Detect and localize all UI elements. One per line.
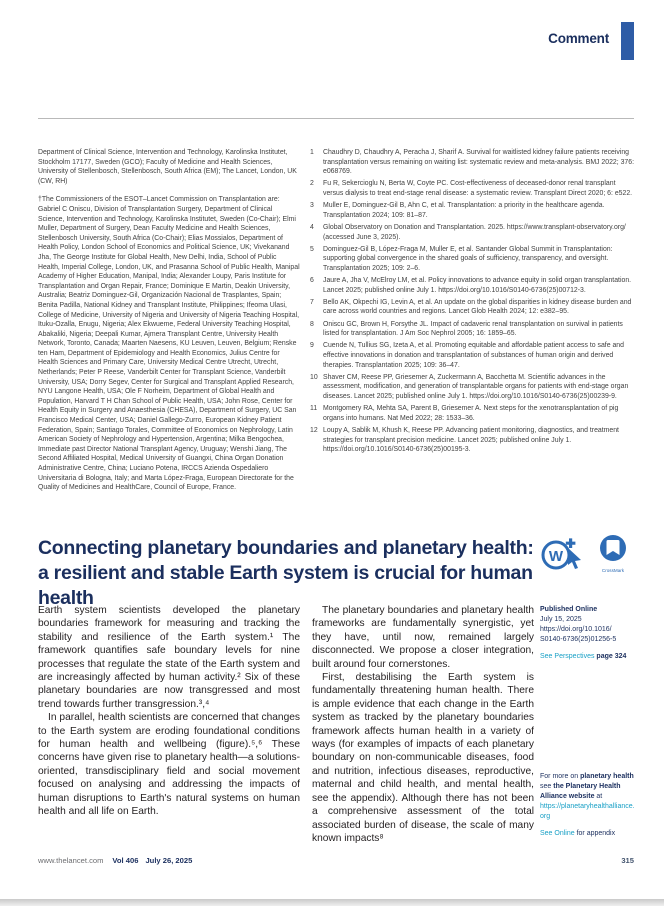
crossmark-icon[interactable] — [591, 534, 635, 573]
see-online-appendix-rest: for appendix — [574, 830, 616, 837]
reference-item — [310, 426, 634, 455]
reference-item — [310, 373, 634, 402]
reference-item — [310, 341, 634, 370]
reference-text: Montgomery RA, Mehta SA, Parent B, Griesemer A. Next steps for the xenotransplantation of pig organs into humans. Nat Med 2022; 28: 1533–36. — [323, 405, 619, 422]
body-paragraph: The planetary boundaries and planetary health frameworks are fundamentally synergistic, yet they have, until now, remained largely disconnected. We propose a closer integration, built around four cornerstones. — [312, 605, 534, 670]
references-list — [310, 148, 634, 457]
article-title — [38, 536, 558, 611]
affiliations-paragraph: Department of Clinical Science, Intervention and Technology, Karolinska Institutet, Stockholm 17177, Sweden (GCO); Faculty of Medicine and Health Sciences, University of Stellenbosch, Stellenbosch, South Africa (EM); The Lancet, London, UK (CW, RH) — [38, 149, 297, 185]
reference-text: Jaure A, Jha V, McElroy LM, et al. Policy innovations to advance equity in solid organ transplantation. Lancet 2025; published online July 1. https://doi.org/10.1016/S0140-6736(25)00712-3. — [323, 277, 632, 294]
more-info-prefix: For more on — [540, 773, 581, 780]
published-online-label: Published Online — [540, 606, 598, 613]
see-perspectives-page: page 324 — [594, 653, 627, 660]
reference-text: Dominguez-Gil B, López-Fraga M, Muller E, et al. Santander Global Summit in Transplantation: supporting global convergence in the shared goals of sufficiency, transparency, and oversight. Transplantation 2025; 109: 2–6. — [323, 245, 613, 272]
body-paragraph: First, destabilising the Earth system is fundamentally threatening human health. There is ample evidence that each change in the Earth system as tracked by the planetary boundaries framework affects human health in a variety of ways (for examples of impacts of each planetary boundary on non-communicable diseases, food and nutrition, infectious diseases, reproductive, maternal and child health, and mental health, see the appendix). Although there has not been a comprehensive assessment of the total associated burden of disease, the scale of many known impacts⁸ — [312, 672, 534, 844]
body-column-left — [38, 604, 300, 819]
more-info-mid: see — [540, 783, 554, 790]
header-divider — [38, 118, 634, 119]
section-label: Comment — [548, 31, 609, 46]
reference-item — [310, 245, 634, 274]
corner-accent-block — [621, 22, 634, 60]
reference-item — [310, 148, 634, 177]
title-icons — [541, 534, 636, 576]
article-title-line2: a resilient and stable Earth system is crucial for human health — [38, 562, 533, 609]
reference-item — [310, 223, 634, 242]
page-footer — [38, 856, 634, 865]
reference-text: Cuende N, Tullius SG, Izeta A, et al. Promoting equitable and affordable patient access to safe and effective innovations in donation and transplantation of substances of human origin and derived therapies. Transplantation 2025; 109: 36–47. — [323, 342, 624, 369]
reference-item — [310, 298, 634, 317]
reference-text: Chaudhry D, Chaudhry A, Peracha J, Sharif A. Survival for waitlisted kidney failure patients receiving transplantation versus remaining on waiting list: systematic review and meta-analysis. BMJ 2022; 376: e068769. — [323, 149, 634, 176]
reference-number: 7 — [310, 298, 314, 306]
reference-number: 9 — [310, 342, 314, 350]
reference-item — [310, 320, 634, 339]
reference-number: 6 — [310, 277, 314, 285]
reference-text: Shaver CM, Reese PP, Griesemer A, Zuckermann A, Bacchetta M. Scientific advances in the assessment, modification, and generation of transplantable organs for patients with end-stage organ diseases. Lancet 2025; published online July 1. https://doi.org/10.1016/S0140-6736(25)00239-9. — [323, 373, 629, 400]
commissioners-paragraph: †The Commissioners of the ESOT–Lancet Commission on Transplantation are: Gabriel C Oniscu, Division of Transplantation Surgery, Department of Clinical Science, Intervention and Technology, Karolinska Institutet, Sweden (Co-Chair); Elmi Muller, Department of Surgery, Dean Faculty Medicine and Health Sciences, Stellenbosch University, South Africa (Co-Chair); Elias Mossialos, Department of Health Policy, London School of Economics and Political Science, UK; Vivekanand Jha, The George Institute for Global Health, New Delhi, India, School of Public Health, Imperial College, London, UK, and Prasanna School of Public Health, Manipal Academy of Higher Education, Manipal, India; Alexander Loupy, Paris Institute for Transplantation and Organ Repair, France; Dominique E Martin, Deakin University, Australia; Beatriz Dominguez-Gil, Organización Nacional de Trasplantes, Spain; Benita Padilla, National Kidney and Transplant Institute, Philippines; Ifeoma Ulasi, College of Medicine, University of Nigeria and University of Nigeria Teaching Hospital, Ituku-Ozalla, Enugu, Nigeria; Alex Ekwueme, Federal University Teaching Hospital, Abakaliki, Nigeria; Deepali Kumar, Ajmera Transplant Centre, University Health Network, Toronto, Canada; Maarten Naesens, KU Leuven, Leuven, Belgium; Renske ten Ham, Department of Epidemiology and Health Economics, Julius Centre for Health Sciences and Primary Care, University Medical Centre Utrecht, Utrecht, Netherlands; Peter P Reese, Vanderbilt Center for Transplant Science, Vanderbilt University, USA; Dorry Segev, Center for Surgical and Transplant Applied Research, NYU Langone Health, USA; Ole F Norheim, Department of Global Health and Population, Harvard T H Chan School of Public Health, USA; John Rose, Center for Health Equity in Surgery and Anaesthesia (CHESA), Department of Surgery, UC San Francisco Medical Center, USA; Daniel Gallego-Zurro, European Kidney Patient Federation, Spain; Santiago Torales, Committee of Economics on Nephrology, Latin American Society of Nephrology and Hypertension, Argentina; Milka Bengochea, Immediate past Director National Transplant Agency, Uruguay; Wenshi Jiang, The Second Affiliated Hospital, Medical University of Guangxi, China Organ Donation Administrative Centre, China; Luciano Potena, IRCCS Azienda Ospedaliero Universitaria di Bologna, Italy; and Marta López-Fraga, European Directorate for the Quality of Medicines and HealthCare, Council of Europe, France. — [38, 196, 300, 492]
svg-text:W: W — [548, 548, 564, 565]
see-perspectives-link[interactable]: See Perspectives — [540, 653, 595, 660]
body-column-right — [312, 604, 534, 845]
reference-number: 8 — [310, 320, 314, 328]
reference-number: 1 — [310, 149, 314, 156]
body-paragraph: In parallel, health scientists are concerned that changes to the Earth system are eroding foundational conditions for human health and wellbeing (figure).⁵,⁶ These concerns have given rise to planetary health—a solutions-oriented, transdisciplinary field and social movement focused on analysing and addressing the impacts of human disruptions to Earth's natural systems on human health and all life on Earth. — [38, 712, 300, 818]
margin-notes-publication — [540, 605, 636, 662]
reference-text: Fu R, Sekercioglu N, Berta W, Coyte PC. Cost-effectiveness of deceased-donor renal transplant versus dialysis to treat end-stage renal disease: a systematic review. Transplant Direct 2020; 6: e522. — [323, 180, 633, 197]
see-online-appendix-link[interactable]: See Online — [540, 830, 575, 837]
crossmark-caption: CrossMark — [601, 567, 625, 573]
published-date: July 15, 2025 — [540, 616, 582, 623]
reference-item — [310, 201, 634, 220]
reference-number: 2 — [310, 180, 314, 188]
more-info-topic: planetary health — [580, 773, 634, 780]
volume-label: Vol 406 — [112, 856, 139, 865]
reference-number: 5 — [310, 245, 314, 253]
page-edge-shadow — [0, 899, 664, 906]
margin-notes-resources — [540, 772, 636, 839]
article-title-line1: Connecting planetary boundaries and planetary health: — [38, 537, 534, 559]
page-number: 315 — [621, 856, 634, 865]
reference-text: Global Observatory on Donation and Transplantation. 2025. https://www.transplant-observatory.org/ (accessed June 3, 2025). — [323, 223, 626, 241]
reference-item — [310, 404, 634, 423]
affiliations-block — [38, 148, 300, 493]
issue-date: July 26, 2025 — [145, 856, 193, 865]
reference-number: 3 — [310, 202, 314, 210]
reference-text: Oniscu GC, Brown H, Forsythe JL. Impact of cadaveric renal transplantation on survival in patients listed for transplantation. J Am Soc Nephrol 2005; 16: 1859–65. — [323, 320, 623, 338]
online-content-icon — [541, 536, 587, 577]
reference-number: 12 — [310, 426, 318, 434]
reference-text: Loupy A, Sablik M, Khush K, Reese PP. Advancing patient monitoring, diagnostics, and treatment strategies for transplant precision medicine. Lancet 2025; published online July 1. https://doi.org/10.1016/S0140-6736(25)00195-3. — [323, 426, 619, 454]
reference-text: Muller E, Dominguez-Gil B, Ahn C, et al. Transplantation: a priority in the healthcare agenda. Transplantation 2024; 109: 81–87. — [323, 202, 605, 219]
more-info-mid2: at — [594, 793, 603, 800]
more-info-site-name: the Planetary Health Alliance website — [540, 783, 621, 800]
reference-item — [310, 179, 634, 198]
journal-website-link[interactable]: www.thelancet.com — [38, 856, 104, 865]
reference-number: 11 — [310, 405, 318, 413]
doi-link[interactable]: https://doi.org/10.1016/ S0140-6736(25)01256-5 — [540, 626, 617, 643]
reference-number: 10 — [310, 373, 318, 381]
body-paragraph: Earth system scientists developed the planetary boundaries framework for measuring and tracking the stability and resilience of the Earth system.¹ The framework quantifies safe boundary levels for nine processes that regulate the state of the Earth system and are increasingly affected by human activity.² Six of these planetary boundaries are now transgressed and most trend towards further transgression.³,⁴ — [38, 605, 300, 710]
reference-text: Bello AK, Okpechi IG, Levin A, et al. An update on the global disparities in kidney disease burden and care across world countries and regions. Lancet Glob Health 2024; 12: e382–95. — [323, 298, 632, 316]
reference-number: 4 — [310, 223, 314, 231]
reference-item — [310, 276, 634, 295]
alliance-website-link[interactable]: https://planetaryhealthalliance.org — [540, 803, 635, 820]
